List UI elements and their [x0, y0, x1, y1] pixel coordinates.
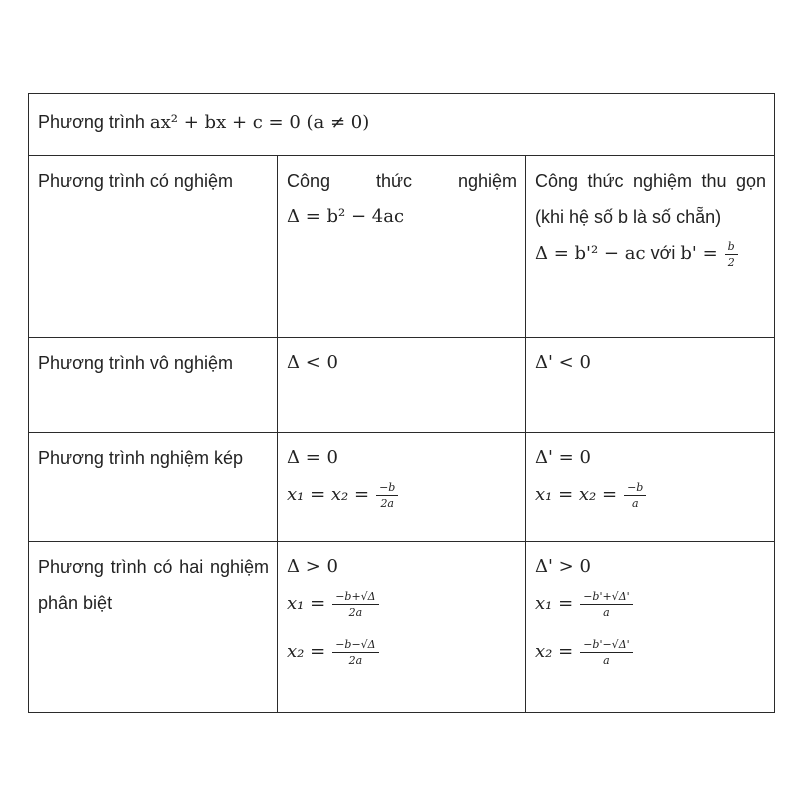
reduced-double-root-line: [535, 476, 766, 512]
reduced-formula-cell: [526, 338, 775, 433]
reduced-delta-line: [535, 235, 766, 271]
root-fraction: [624, 482, 646, 509]
table-row: [29, 433, 775, 542]
x1-fraction: [580, 591, 632, 618]
reduced-condition: Δ' = 0: [535, 447, 591, 468]
x1-denominator: 2a: [348, 605, 363, 619]
reduced-x2-line: [535, 633, 766, 669]
row-label: Phương trình có nghiệm: [38, 171, 233, 191]
x2-lhs: x₂ =: [535, 641, 574, 662]
x2-fraction: [580, 639, 632, 666]
x2-lhs: x₂ =: [287, 641, 326, 662]
table-row: [29, 156, 775, 338]
x1-numerator: −b+√Δ: [332, 591, 378, 605]
row-label: Phương trình có hai nghiệm phân biệt: [38, 557, 269, 613]
root-numerator: −b: [376, 482, 398, 496]
bprime-fraction: [725, 241, 738, 268]
root-numerator: −b: [624, 482, 646, 496]
root-denominator: a: [631, 496, 639, 510]
x2-numerator: −b−√Δ: [332, 639, 378, 653]
reduced-formula-cell: [526, 433, 775, 542]
x2-denominator: a: [603, 653, 610, 667]
row-label-cell: [29, 156, 278, 338]
condition: Δ > 0: [287, 556, 338, 577]
row-label-cell: [29, 542, 278, 713]
x1-line: [287, 585, 517, 621]
x2-line: [287, 633, 517, 669]
formula-cell: [278, 338, 526, 433]
bprime-numerator: b: [725, 241, 738, 255]
reduced-connector: với: [645, 243, 681, 263]
row-label: Phương trình nghiệm kép: [38, 448, 243, 468]
x1-numerator: −b'+√Δ': [580, 591, 632, 605]
x1-fraction: [332, 591, 378, 618]
x1-lhs: x₁ =: [535, 593, 574, 614]
formula-cell: [278, 156, 526, 338]
table-row: [29, 338, 775, 433]
reduced-condition: Δ' < 0: [535, 352, 591, 373]
double-root-line: [287, 476, 517, 512]
quadratic-formula-table: [28, 93, 775, 713]
x2-fraction: [332, 639, 378, 666]
row-label-cell: [29, 433, 278, 542]
root-lhs: x₁ = x₂ =: [287, 484, 370, 505]
formula-cell: [278, 433, 526, 542]
table-header-cell: [29, 94, 775, 156]
root-lhs: x₁ = x₂ =: [535, 484, 618, 505]
x2-denominator: 2a: [348, 653, 363, 667]
header-prefix: Phương trình: [38, 112, 150, 132]
reduced-formula-cell: [526, 156, 775, 338]
table-row: [29, 542, 775, 713]
x1-lhs: x₁ =: [287, 593, 326, 614]
root-fraction: [376, 482, 398, 509]
bprime-denominator: 2: [727, 255, 735, 269]
root-denominator: 2a: [380, 496, 394, 510]
header-equation: ax² + bx + c = 0 (a ≠ 0): [149, 112, 370, 133]
formula-title: Công thức nghiệm: [287, 171, 517, 191]
formula-cell: [278, 542, 526, 713]
condition: Δ < 0: [287, 352, 338, 373]
reduced-formula-title: Công thức nghiệm thu gọn (khi hệ số b là số chẵn): [535, 171, 767, 227]
condition: Δ = 0: [287, 447, 338, 468]
table-header-row: [29, 94, 775, 156]
x1-denominator: a: [603, 605, 610, 619]
row-label: Phương trình vô nghiệm: [38, 353, 233, 373]
reduced-delta-formula: Δ = b'² − ac: [535, 243, 646, 264]
x2-numerator: −b'−√Δ': [580, 639, 632, 653]
reduced-condition: Δ' > 0: [535, 556, 591, 577]
row-label-cell: [29, 338, 278, 433]
delta-formula: Δ = b² − 4ac: [287, 206, 405, 227]
bprime-lhs: b' =: [680, 243, 718, 264]
reduced-x1-line: [535, 585, 766, 621]
reduced-formula-cell: [526, 542, 775, 713]
